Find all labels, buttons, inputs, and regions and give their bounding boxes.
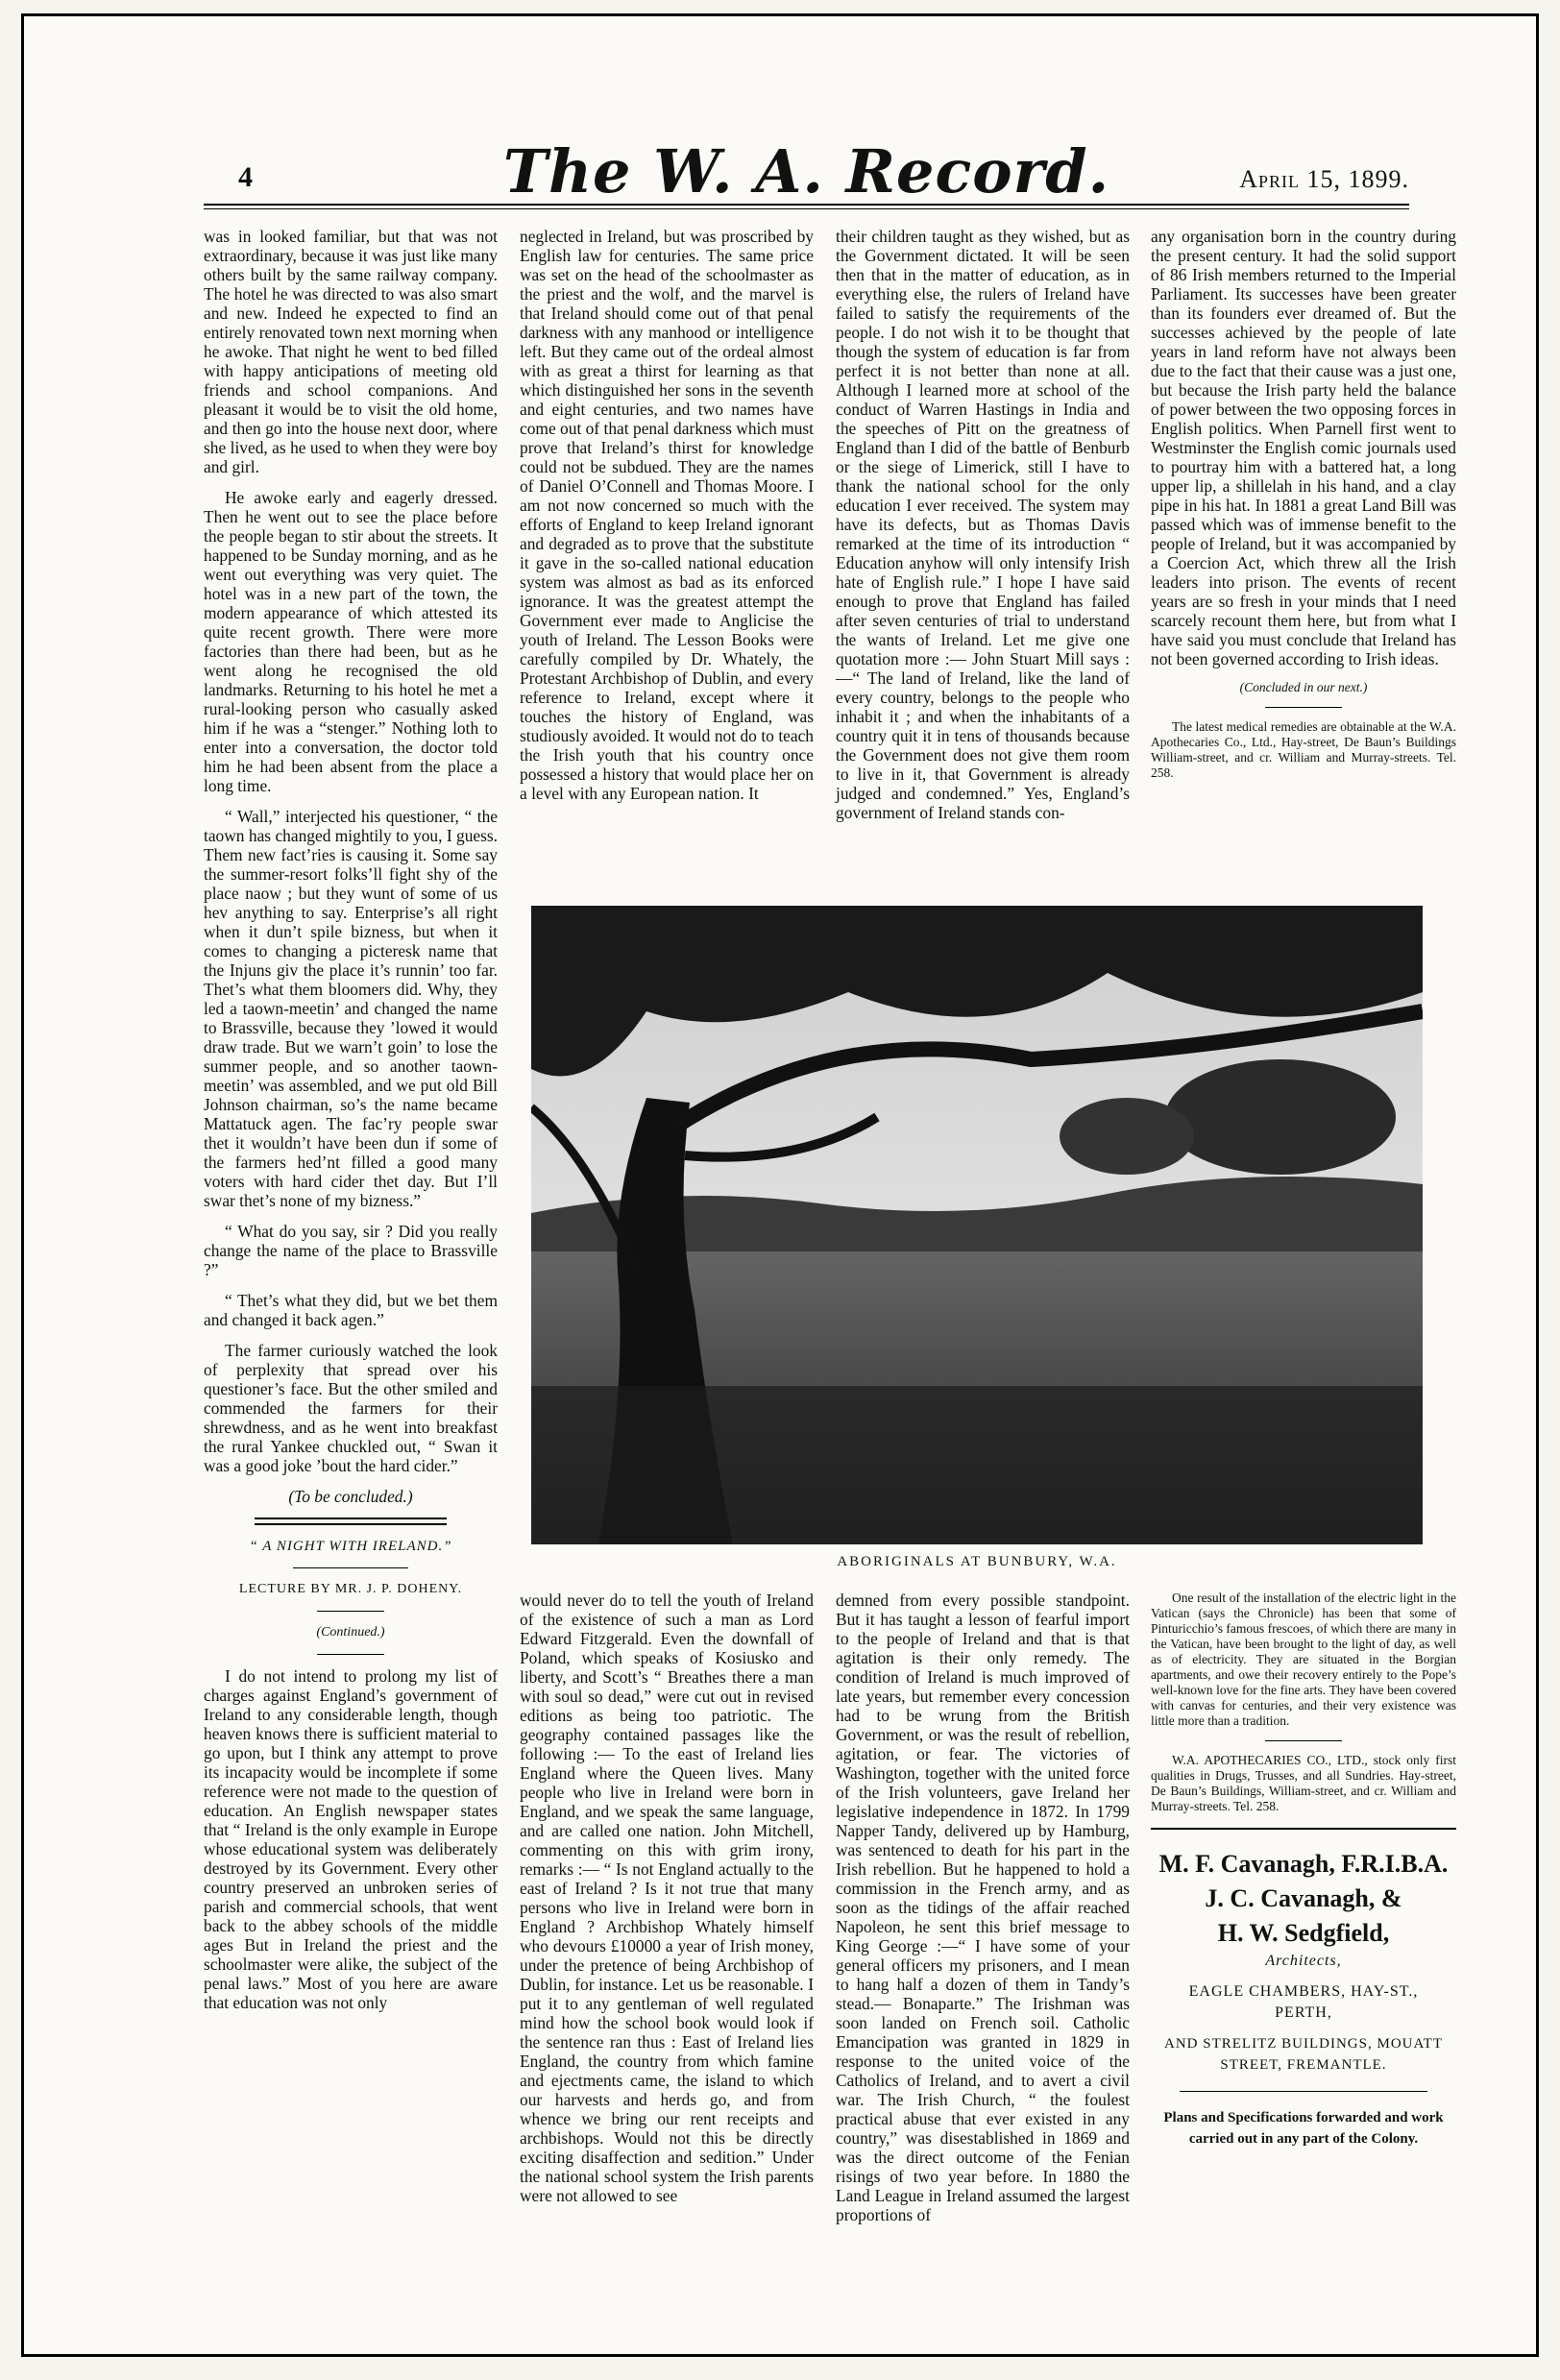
lecture-title: “ A NIGHT WITH IRELAND.” (249, 1539, 452, 1554)
col3-paragraph: their children taught as they wished, but as the Government dictated. It will be seen then that in the matter of education, as in everything else, the rulers of Ireland have failed to satisfy the requirements of the people. I do not wish it to be thought that though the system of education is far from perfect it is not better than none at all. Although I learned more at school of the conduct of Warren Hastings in India and the speeches of Pitt on the greatness of England than I did of the battle of Benburb or the siege of Limerick, still I have to thank the national school for the only education I ever received. The system may have its defects, but as Thomas Davis remarked at the time of its introduction “ Education anyhow will only intensify Irish hate of English rule.” I hope I have said enough to prove that England has failed after seven centuries of trial to understand the wants of Ireland. Let me give one quotation more :— John Stuart Mill says :—“ The land of Ireland, like the land of every country, belongs to the people who inhabit it ; and when the inhabitants of a country quit it in tens of thousands because the Government does not give them room to live in it, that Government is already judged and condemned.” Yes, England’s government of Ireland stands con- (836, 227, 1130, 822)
short-rule (317, 1611, 384, 1612)
col1-paragraph: He awoke early and eagerly dressed. Then he went out to see the place before the people began to stir about the streets. It happened to be Sunday morning, and as he went out everything was very quiet. The hotel was in a new part of the town, the modern appearance of which attested its quite recent growth. There were more factories than there had been, but as he went along he recognised the old landmarks. Returning to his hotel he met a rural-looking person who casually asked him if he was a “stenger.” Nothing loth to enter into a conversation, the doctor told him he had been absent from the place a long time. (204, 488, 498, 795)
header-rule (204, 204, 1409, 209)
col1-paragraph: “ What do you say, sir ? Did you really change the name of the place to Brassville ?” (204, 1222, 498, 1279)
col2-paragraph: neglected in Ireland, but was proscribed by English law for centuries. The same price was set on the head of the schoolmaster as the priest and the wolf, and the marvel is that Ireland should come out of that penal darkness with any manhood or intelligence left. But they came out of the ordeal almost with as great a thirst for learning as that which distinguished her sons in the seventh and eight centuries, and two names have come out of that penal darkness which must prove that Ireland’s thirst for knowledge could not be subdued. They are the names of Daniel O’Connell and Thomas Moore. I am not now concerned so much with the efforts of England to keep Ireland ignorant and degraded as to prove that the substitute it gave in the so-called national education system was almost as bad as its enforced ignorance. It was the greatest attempt the Government ever made to Anglicise the youth of Ireland. The Lesson Books were carefully compiled by Dr. Whately, the Protestant Archbishop of Dublin, and every reference to Ireland, except where it touches the history of England, was studiously avoided. It would not do to teach the Irish youth that his country once possessed a history that would place her on a level with any European nation. It (520, 227, 814, 803)
ad-rule (1151, 1828, 1456, 1830)
to-be-concluded: (To be concluded.) (288, 1487, 413, 1506)
vatican-notice: One result of the installation of the electric light in the Vatican (says the Chronicle) has been that some of Pinturicchio’s famous frescoes, of which there are many in the Vatican, have been brought to the light of day, as well as of electricity. They are situated in the Borgian apartments, and owe their recovery entirely to the Pope’s well-known love for the fine arts. They have been covered with canvas for centuries, and their very existence was little more than a tradition. (1151, 1591, 1456, 1728)
short-rule (1265, 707, 1342, 708)
section-divider (255, 1518, 447, 1525)
col4-paragraph: any organisation born in the country during the present century. It had the solid support of 86 Irish members returned to the Imperial Parliament. Its successes have been greater than its founders ever dreamed of. But the successes achieved by the people of late years in land reform have not always been due to the fact that their cause was a just one, but because the Irish party held the balance of power between the two opposing forces in English politics. When Parnell first went to Westminster the English comic journals used to pourtray him with a battered hat, a long upper lip, a shillelah in his hand, and a clay pipe in his hat. In 1881 a great Land Bill was passed which was of immense benefit to the people of Ireland, but it was accompanied by a Coercion Act, which threw all the Irish leaders into prison. The events of recent years are so fresh in your minds that I need scarcely recount them here, but from what I have said you must conclude that Ireland has not been governed according to Irish ideas. (1151, 227, 1456, 668)
architects-advertisement (1151, 1847, 1456, 2149)
ad-address-2: AND STRELITZ BUILDINGS, MOUATT STREET, FREMANTLE. (1164, 2036, 1443, 2073)
column-3-bottom (836, 1591, 1130, 2236)
apothecaries-notice: The latest medical remedies are obtainable at the W.A. Apothecaries Co., Ltd., Hay-street, De Baun’s Buildings William-street, and cr. William and Murray-streets. Tel. 258. (1151, 719, 1456, 780)
col1-paragraph: “ Thet’s what they did, but we bet them and changed it back agen.” (204, 1291, 498, 1329)
ad-architect-1: M. F. Cavanagh, F.R.I.B.A. (1158, 1850, 1449, 1878)
short-rule (317, 1654, 384, 1655)
ad-architect-2: J. C. Cavanagh, & (1205, 1884, 1402, 1912)
col1-paragraph: I do not intend to prolong my list of charges against England’s government of Ireland to any considerable length, though heaven knows there is sufficient material to go upon, but I think any attempt to prove its incapacity would be incomplete if some reference were not made to the question of education. An English newspaper states that “ Ireland is the only example in Europe whose educational system was deliberately destroyed by its Government. Every other country preserved an unbroken series of parish and commercial schools, that went back to the abbey schools of the middle ages But in Ireland the priest and the schoolmaster were alike, the subject of the penal laws.” Most of you here are aware that education was not only (204, 1666, 498, 2012)
ad-profession: Architects, (1265, 1953, 1342, 1969)
ad-city: PERTH, (1275, 2004, 1332, 2021)
short-rule (293, 1567, 408, 1568)
photo-caption: ABORIGINALS AT BUNBURY, W.A. (837, 1554, 1117, 1569)
column-4-bottom (1151, 1591, 1456, 2149)
col3b-paragraph: demned from every possible standpoint. But it has taught a lesson of fearful import to the people of Ireland and that is that agitation is their only remedy. The condition of Ireland is much improved of late years, but remember every concession had to be wrung from the British Government, or was the result of rebellion, agitation, or fear. The victories of Washington, together with the united force of the Irish volunteers, gave Ireland her legislative independence in 1872. In 1799 Napper Tandy, delivered up by Hamburg, was sentenced to death for his part in the Irish rebellion. But he happened to hold a commission in the French army, and as soon as the tidings of the affair reached Napoleon, he sent this brief message to King George :—“ I have some of your general officers my prisoners, and I mean to hang half a dozen of them in Tandy’s stead.— Bonaparte.” The Irishman was soon landed on French soil. Catholic Emancipation was granted in 1829 in response to the united voice of the Catholics of Ireland, and to avert a civil war. The Irish Church, “ the foulest practical abuse that ever existed in any country,” was disestablished in 1869 and was the direct outcome of the Fenian risings of two year before. In 1880 the Land League in Ireland assumed the largest proportions of (836, 1591, 1130, 2224)
column-4-top (1151, 227, 1456, 792)
ad-architect-3: H. W. Sedgfield, (1217, 1919, 1390, 1947)
concluded-next: (Concluded in our next.) (1239, 680, 1368, 694)
column-2-top (520, 227, 814, 814)
masthead-title: The W. A. Record. (502, 136, 1110, 206)
page-number: 4 (238, 161, 253, 193)
photograph-aboriginals (531, 906, 1423, 1544)
column-3-top (836, 227, 1130, 834)
lecture-byline: LECTURE BY MR. J. P. DOHENY. (238, 1582, 463, 1596)
col1-paragraph: The farmer curiously watched the look of perplexity that spread over his questioner’s face. But the other smiled and commended the farmers for their shrewdness, and as he went into breakfast the rural Yankee chuckled out, “ Swan it was a good joke ’bout the hard cider.” (204, 1341, 498, 1475)
continued-label: (Continued.) (316, 1625, 385, 1639)
column-1 (204, 227, 498, 2024)
ad-inner-rule (1180, 2091, 1427, 2092)
col1-paragraph: “ Wall,” interjected his questioner, “ the taown has changed mightily to you, I guess. Them new fact’ries is causing it. Some say the summer-resort folks’ll fight shy of the place naow ; but they wunt of some of us hev anything to say. Enterprise’s all right when it dun’t spile bizness, but when it comes to changing a picteresk name that the Injuns giv the place it’s runnin’ too far. Thet’s what them bloomers did. Why, they led a taown-meetin’ and changed the name to Brassville, because they ’lowed it would draw trade. But we warn’t goin’ to lose the summer people, and so another taown-meetin’ was assembled, and we put old Bill Johnson chairman, so’s the name became Mattatuck agen. The fac’ry people swar thet it wouldn’t have been dun if some of the farmers hed’nt filled a good many voters with hard cider thet day. But I’ll swar thet’s none of my bizness.” (204, 807, 498, 1210)
issue-date: April 15, 1899. (1239, 165, 1409, 193)
tree-landscape-image (531, 906, 1423, 1544)
apothecaries-stock-notice: W.A. APOTHECARIES CO., LTD., stock only first qualities in Drugs, Trusses, and all Sundries. Hay-street, De Baun’s Buildings, William-street, and cr. William and Murray-streets. Tel. 258. (1151, 1753, 1456, 1813)
ad-address-1: EAGLE CHAMBERS, HAY-ST., (1188, 1983, 1419, 2000)
ad-plans-note: Plans and Specifications forwarded and work carried out in any part of the Colony. (1163, 2110, 1444, 2147)
short-rule (1265, 1740, 1342, 1741)
col2b-paragraph: would never do to tell the youth of Ireland of the existence of such a man as Lord Edward Fitzgerald. Even the downfall of Poland, which speaks of Kosiusko and liberty, and Scott’s “ Breathes there a man with soul so dead,” were cut out in revised editions as being too patriotic. The geography contained passages like the following :— To the east of Ireland lies England where the Queen lives. Many people who live in Ireland were born in England, and we speak the same language, and are called one nation. John Mitchell, commenting on this with grim irony, remarks :— “ Is not England actually to the east of Ireland ? Is it not true that many persons who live in Ireland were born in England ? Archbishop Whately himself who devours £10000 a year of Irish money, under the pretence of being Archbishop of Dublin, for instance. Let us be reasonable. I put it to any gentleman of well regulated mind how the school book would look if the sentence ran thus : East of Ireland lies England, the country from which famine and ejectments came, the island to which our harvests and herds go, and from whence we bring our rent receipts and archbishops. Would not this be directly exciting disaffection and sedition.” Under the national school system the Irish parents were not allowed to see (520, 1591, 814, 2205)
page-header (204, 136, 1409, 207)
col1-paragraph: was in looked familiar, but that was not extraordinary, because it was just like many others built by the same railway company. The hotel he was directed to was also smart and new. Indeed he expected to find an entirely renovated town next morning when he awoke. That night he went to bed filled with happy anticipations of meeting old friends and school companions. And pleasant it would be to visit the old home, and then go into the house next door, where she lived, as he used to when they were boy and girl. (204, 227, 498, 476)
column-2-bottom (520, 1591, 814, 2217)
